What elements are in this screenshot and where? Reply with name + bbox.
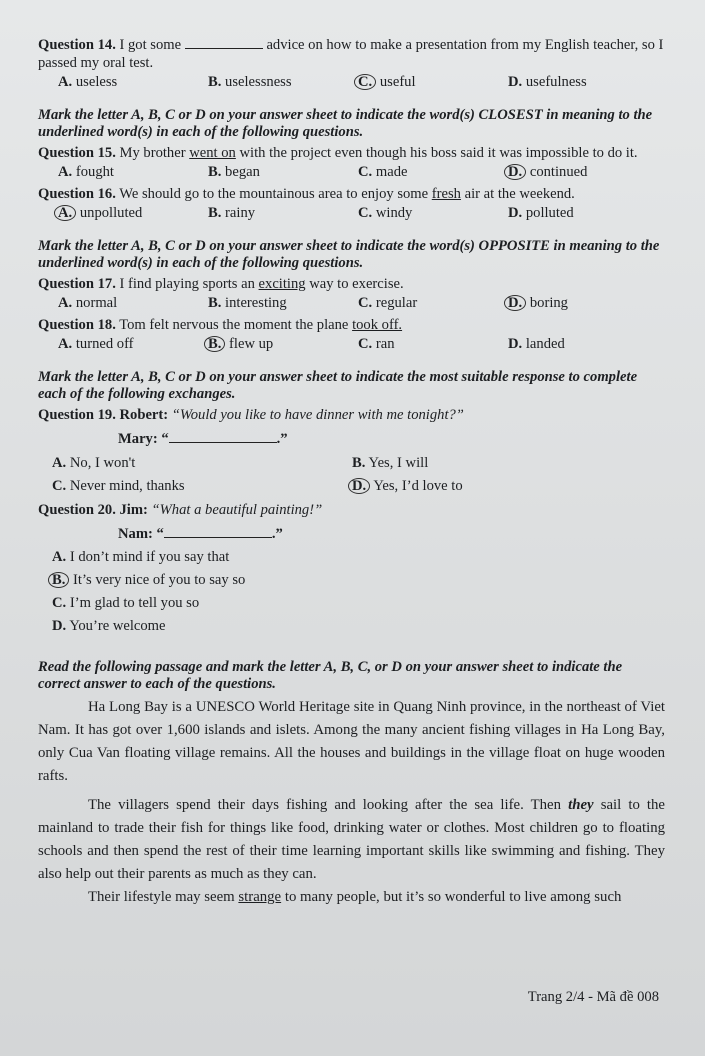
underlined-word: exciting — [258, 276, 306, 292]
option-letter: C. — [358, 164, 373, 180]
question-text-after: advice on how to make a presentation from my English teacher, so I passed my oral test. — [38, 37, 664, 71]
option-text: polluted — [525, 205, 574, 221]
passage-paragraph-1: Ha Long Bay is a UNESCO World Heritage site in Quang Ninh province, in the northeast of Viet Nam. It has got over 1,600 islands and islets. Among the many ancient fishing villages in Ha Long Bay, only Cua Van floating village remains. All the houses and buildings in the village float on huge wooden rafts. — [38, 699, 665, 784]
option-text: fought — [75, 164, 114, 180]
reply-end: .” — [271, 526, 283, 542]
passage-paragraph-3 — [38, 886, 665, 909]
option-text: landed — [525, 336, 565, 352]
underlined-word: took off. — [352, 317, 403, 333]
answer-option — [52, 454, 352, 472]
circled-option-letter: D. — [504, 295, 526, 311]
circled-option-letter: D. — [348, 478, 370, 494]
answer-option — [508, 163, 658, 181]
speaker: Robert: — [119, 407, 169, 423]
underlined-word: went on — [189, 145, 236, 161]
passage-text: to many people, but it’s so wonderful to live among such — [284, 889, 622, 905]
option-letter: D. — [508, 336, 523, 352]
option-letter: C. — [358, 336, 373, 352]
question-18 — [38, 316, 665, 334]
answer-option — [52, 571, 665, 589]
replier: Mary: “ — [118, 431, 169, 447]
answer-option — [508, 73, 658, 91]
circled-option-letter: B. — [48, 572, 69, 588]
option-text: made — [375, 164, 408, 180]
instruction-passage: Read the following passage and mark the letter A, B, C, or D on your answer sheet to indicate the correct answer to each of the questions. — [38, 659, 623, 692]
option-text: I don’t mind if you say that — [69, 549, 230, 565]
question-label: Question 19. — [38, 407, 116, 423]
question-text-before: I got some — [119, 37, 182, 53]
answer-option — [208, 73, 358, 91]
question-17 — [38, 275, 665, 293]
replier: Nam: “ — [118, 526, 164, 542]
question-label: Question 14. — [38, 37, 116, 53]
answer-option — [58, 335, 208, 353]
question-text-before: My brother — [119, 145, 186, 161]
option-text: flew up — [229, 336, 274, 352]
answer-blank — [185, 36, 263, 49]
question-text-after: with the project even though his boss said it was impossible to do it. — [239, 145, 638, 161]
option-letter: B. — [208, 295, 222, 311]
answer-option — [52, 548, 665, 566]
option-letter: C. — [358, 205, 373, 221]
option-letter: A. — [52, 455, 67, 471]
option-text: useful — [379, 74, 416, 90]
option-text: Yes, I’d love to — [373, 478, 463, 494]
passage-text: The villagers spend their days fishing and looking after the sea life. Then — [88, 797, 562, 813]
question-17-options — [38, 294, 665, 312]
option-text: turned off — [75, 336, 134, 352]
dialogue-quote: “What a beautiful painting!” — [151, 502, 323, 518]
option-text: boring — [529, 295, 568, 311]
question-15 — [38, 144, 665, 162]
answer-option — [352, 477, 652, 495]
reply-line — [38, 430, 665, 448]
option-text: regular — [375, 295, 418, 311]
option-letter: B. — [208, 164, 222, 180]
option-letter: B. — [208, 205, 222, 221]
question-text-after: way to exercise. — [309, 276, 404, 292]
question-19 — [38, 406, 665, 424]
answer-option — [52, 477, 352, 495]
option-letter: C. — [52, 478, 67, 494]
question-18-options — [38, 335, 665, 353]
answer-option — [508, 204, 658, 222]
option-text: interesting — [225, 295, 287, 311]
answer-option — [208, 204, 358, 222]
option-letter: D. — [508, 205, 523, 221]
option-letter: D. — [52, 618, 67, 634]
underlined-word: fresh — [431, 186, 461, 202]
option-text: It’s very nice of you to say so — [73, 572, 246, 588]
referent-word: they — [568, 797, 594, 813]
option-letter: C. — [358, 295, 373, 311]
page-footer: Trang 2/4 - Mã đề 008 — [527, 989, 659, 1005]
question-label: Question 16. — [38, 186, 116, 202]
option-text: ran — [375, 336, 395, 352]
answer-option — [58, 163, 208, 181]
speaker: Jim: — [119, 502, 148, 518]
question-14-options — [38, 73, 665, 91]
question-text-before: I find playing sports an — [119, 276, 255, 292]
option-letter: D. — [508, 74, 523, 90]
answer-option — [208, 294, 358, 312]
answer-option — [508, 294, 658, 312]
question-16 — [38, 185, 665, 203]
question-text-before: We should go to the mountainous area to enjoy some — [119, 186, 429, 202]
passage-paragraph-2 — [38, 794, 665, 886]
option-letter: C. — [52, 595, 67, 611]
question-15-options — [38, 163, 665, 181]
reply-end: .” — [276, 431, 288, 447]
option-text: rainy — [225, 205, 256, 221]
option-letter: B. — [208, 74, 222, 90]
answer-option — [208, 335, 358, 353]
answer-option — [58, 294, 208, 312]
circled-option-letter: A. — [54, 205, 76, 221]
answer-option — [358, 73, 508, 91]
option-text: unpolluted — [79, 205, 143, 221]
instruction-opposite: Mark the letter A, B, C or D on your answer sheet to indicate the word(s) OPPOSITE in meaning to the underlined word(s) in each of the following questions. — [38, 238, 660, 271]
option-letter: A. — [58, 295, 73, 311]
underlined-word: strange — [238, 889, 282, 905]
question-16-options — [38, 204, 665, 222]
instruction-response: Mark the letter A, B, C or D on your answer sheet to indicate the most suitable response to complete each of the following exchanges. — [38, 369, 638, 402]
option-text: windy — [375, 205, 413, 221]
answer-option — [52, 617, 665, 635]
option-letter: A. — [58, 74, 73, 90]
option-text: Never mind, thanks — [69, 478, 185, 494]
answer-option — [358, 204, 508, 222]
option-letter: A. — [58, 336, 73, 352]
question-text-before: Tom felt nervous the moment the plane — [119, 317, 349, 333]
passage-text: sail to the mainland to trade their fish for things like food, drinking water or clothes. Most children go to floating schools and then spend the rest of their time learning important skills like swimming and fishing. They also help out their parents as much as they can. — [38, 797, 666, 882]
circled-option-letter: B. — [204, 336, 225, 352]
question-19-options — [38, 454, 665, 500]
answer-option — [208, 163, 358, 181]
answer-option — [58, 73, 208, 91]
question-text-after: air at the weekend. — [464, 186, 575, 202]
dialogue-quote: “Would you like to have dinner with me tonight?” — [171, 407, 464, 423]
instruction-closest: Mark the letter A, B, C or D on your answer sheet to indicate the word(s) CLOSEST in meaning to the underlined word(s) in each of the following questions. — [38, 107, 653, 140]
option-letter: A. — [58, 164, 73, 180]
circled-option-letter: C. — [354, 74, 376, 90]
answer-option — [358, 163, 508, 181]
option-text: You’re welcome — [69, 618, 166, 634]
answer-blank — [169, 430, 277, 443]
answer-option — [358, 294, 508, 312]
option-text: uselessness — [225, 74, 292, 90]
question-label: Question 15. — [38, 145, 116, 161]
option-text: No, I won't — [69, 455, 136, 471]
option-text: continued — [529, 164, 588, 180]
answer-option — [352, 454, 652, 472]
option-text: usefulness — [525, 74, 587, 90]
answer-option — [358, 335, 508, 353]
option-text: began — [225, 164, 260, 180]
option-text: Yes, I will — [368, 455, 429, 471]
question-label: Question 17. — [38, 276, 116, 292]
answer-option — [508, 335, 658, 353]
option-text: normal — [75, 295, 118, 311]
answer-option — [52, 594, 665, 612]
circled-option-letter: D. — [504, 164, 526, 180]
reply-line — [38, 525, 665, 543]
question-label: Question 18. — [38, 317, 116, 333]
passage-text: Their lifestyle may seem — [88, 889, 235, 905]
question-20 — [38, 501, 665, 519]
question-20-options — [38, 548, 665, 635]
option-letter: A. — [52, 549, 67, 565]
question-14 — [38, 36, 665, 72]
option-text: useless — [75, 74, 118, 90]
answer-option — [58, 204, 208, 222]
answer-blank — [164, 525, 272, 538]
question-label: Question 20. — [38, 502, 116, 518]
option-letter: B. — [352, 455, 366, 471]
option-text: I’m glad to tell you so — [69, 595, 200, 611]
